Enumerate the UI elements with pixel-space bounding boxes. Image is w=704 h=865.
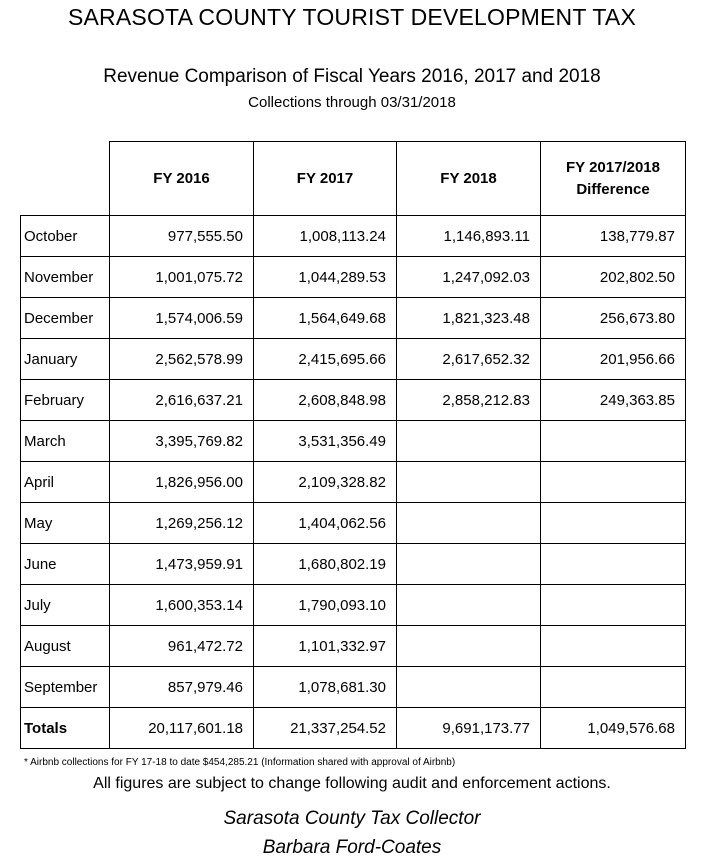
collections-through-note: Collections through 03/31/2018	[248, 94, 456, 111]
month-cell: March	[21, 421, 110, 462]
total-fy2018-cell: 9,691,173.77	[397, 708, 541, 749]
total-fy2016-cell: 20,117,601.18	[110, 708, 254, 749]
fy2018-cell: 2,617,652.32	[397, 339, 541, 380]
fy2018-cell	[397, 667, 541, 708]
month-cell: November	[21, 257, 110, 298]
header-fy2017: FY 2017	[254, 142, 397, 216]
fy2017-cell: 1,404,062.56	[254, 503, 397, 544]
fy2017-cell: 1,008,113.24	[254, 216, 397, 257]
difference-cell	[541, 544, 686, 585]
difference-cell: 202,802.50	[541, 257, 686, 298]
table-row	[21, 421, 686, 462]
signature-office: Sarasota County Tax Collector	[223, 808, 481, 829]
header-fy2016: FY 2016	[110, 142, 254, 216]
difference-cell	[541, 503, 686, 544]
table-body	[21, 216, 686, 749]
fy2018-cell	[397, 503, 541, 544]
difference-cell: 138,779.87	[541, 216, 686, 257]
fy2017-cell: 1,564,649.68	[254, 298, 397, 339]
month-cell: February	[21, 380, 110, 421]
table-header-row	[21, 142, 686, 216]
table-row	[21, 667, 686, 708]
month-cell: September	[21, 667, 110, 708]
table-row	[21, 585, 686, 626]
totals-row	[21, 708, 686, 749]
fy2017-cell: 2,109,328.82	[254, 462, 397, 503]
month-cell: August	[21, 626, 110, 667]
fy2016-cell: 2,616,637.21	[110, 380, 254, 421]
header-fy2018: FY 2018	[397, 142, 541, 216]
table-row	[21, 544, 686, 585]
fy2017-cell: 1,044,289.53	[254, 257, 397, 298]
table-row	[21, 339, 686, 380]
fy2018-cell	[397, 626, 541, 667]
table-row	[21, 298, 686, 339]
fy2018-cell	[397, 421, 541, 462]
month-cell: January	[21, 339, 110, 380]
fy2016-cell: 1,574,006.59	[110, 298, 254, 339]
fy2017-cell: 1,101,332.97	[254, 626, 397, 667]
fy2016-cell: 977,555.50	[110, 216, 254, 257]
month-cell: June	[21, 544, 110, 585]
fy2018-cell: 1,821,323.48	[397, 298, 541, 339]
fy2016-cell: 2,562,578.99	[110, 339, 254, 380]
fy2018-cell	[397, 462, 541, 503]
fy2016-cell: 1,473,959.91	[110, 544, 254, 585]
table-row	[21, 626, 686, 667]
table-row	[21, 380, 686, 421]
difference-cell: 256,673.80	[541, 298, 686, 339]
difference-cell	[541, 667, 686, 708]
table-row	[21, 462, 686, 503]
fy2018-cell	[397, 585, 541, 626]
total-difference-cell: 1,049,576.68	[541, 708, 686, 749]
document-subtitle: Revenue Comparison of Fiscal Years 2016, 2017 and 2018	[103, 66, 601, 87]
fy2017-cell: 3,531,356.49	[254, 421, 397, 462]
fy2017-cell: 1,078,681.30	[254, 667, 397, 708]
month-cell: July	[21, 585, 110, 626]
fy2016-cell: 3,395,769.82	[110, 421, 254, 462]
difference-cell	[541, 626, 686, 667]
table-row	[21, 216, 686, 257]
header-difference-line1: FY 2017/2018	[566, 158, 660, 176]
revenue-table	[20, 141, 686, 749]
audit-disclaimer: All figures are subject to change following audit and enforcement actions.	[93, 775, 611, 792]
fy2017-cell: 2,415,695.66	[254, 339, 397, 380]
difference-cell	[541, 585, 686, 626]
fy2017-cell: 2,608,848.98	[254, 380, 397, 421]
difference-cell: 249,363.85	[541, 380, 686, 421]
fy2016-cell: 1,600,353.14	[110, 585, 254, 626]
month-cell: October	[21, 216, 110, 257]
table-row	[21, 257, 686, 298]
header-blank-cell	[21, 142, 110, 216]
fy2018-cell	[397, 544, 541, 585]
document-title: SARASOTA COUNTY TOURIST DEVELOPMENT TAX	[67, 4, 637, 30]
airbnb-footnote: * Airbnb collections for FY 17-18 to date $454,285.21 (Information shared with approval of Airbnb)	[24, 757, 456, 768]
difference-cell	[541, 462, 686, 503]
fy2018-cell: 1,146,893.11	[397, 216, 541, 257]
header-difference	[541, 142, 686, 216]
fy2016-cell: 1,001,075.72	[110, 257, 254, 298]
fy2016-cell: 1,826,956.00	[110, 462, 254, 503]
signature-name: Barbara Ford-Coates	[262, 837, 442, 858]
fy2018-cell: 1,247,092.03	[397, 257, 541, 298]
month-cell: December	[21, 298, 110, 339]
fy2017-cell: 1,680,802.19	[254, 544, 397, 585]
fy2016-cell: 1,269,256.12	[110, 503, 254, 544]
fy2018-cell: 2,858,212.83	[397, 380, 541, 421]
fy2016-cell: 961,472.72	[110, 626, 254, 667]
difference-cell: 201,956.66	[541, 339, 686, 380]
total-fy2017-cell: 21,337,254.52	[254, 708, 397, 749]
fy2017-cell: 1,790,093.10	[254, 585, 397, 626]
fy2016-cell: 857,979.46	[110, 667, 254, 708]
totals-label-cell: Totals	[21, 708, 110, 749]
month-cell: April	[21, 462, 110, 503]
table-row	[21, 503, 686, 544]
header-difference-line2: Difference	[576, 180, 650, 198]
difference-cell	[541, 421, 686, 462]
month-cell: May	[21, 503, 110, 544]
